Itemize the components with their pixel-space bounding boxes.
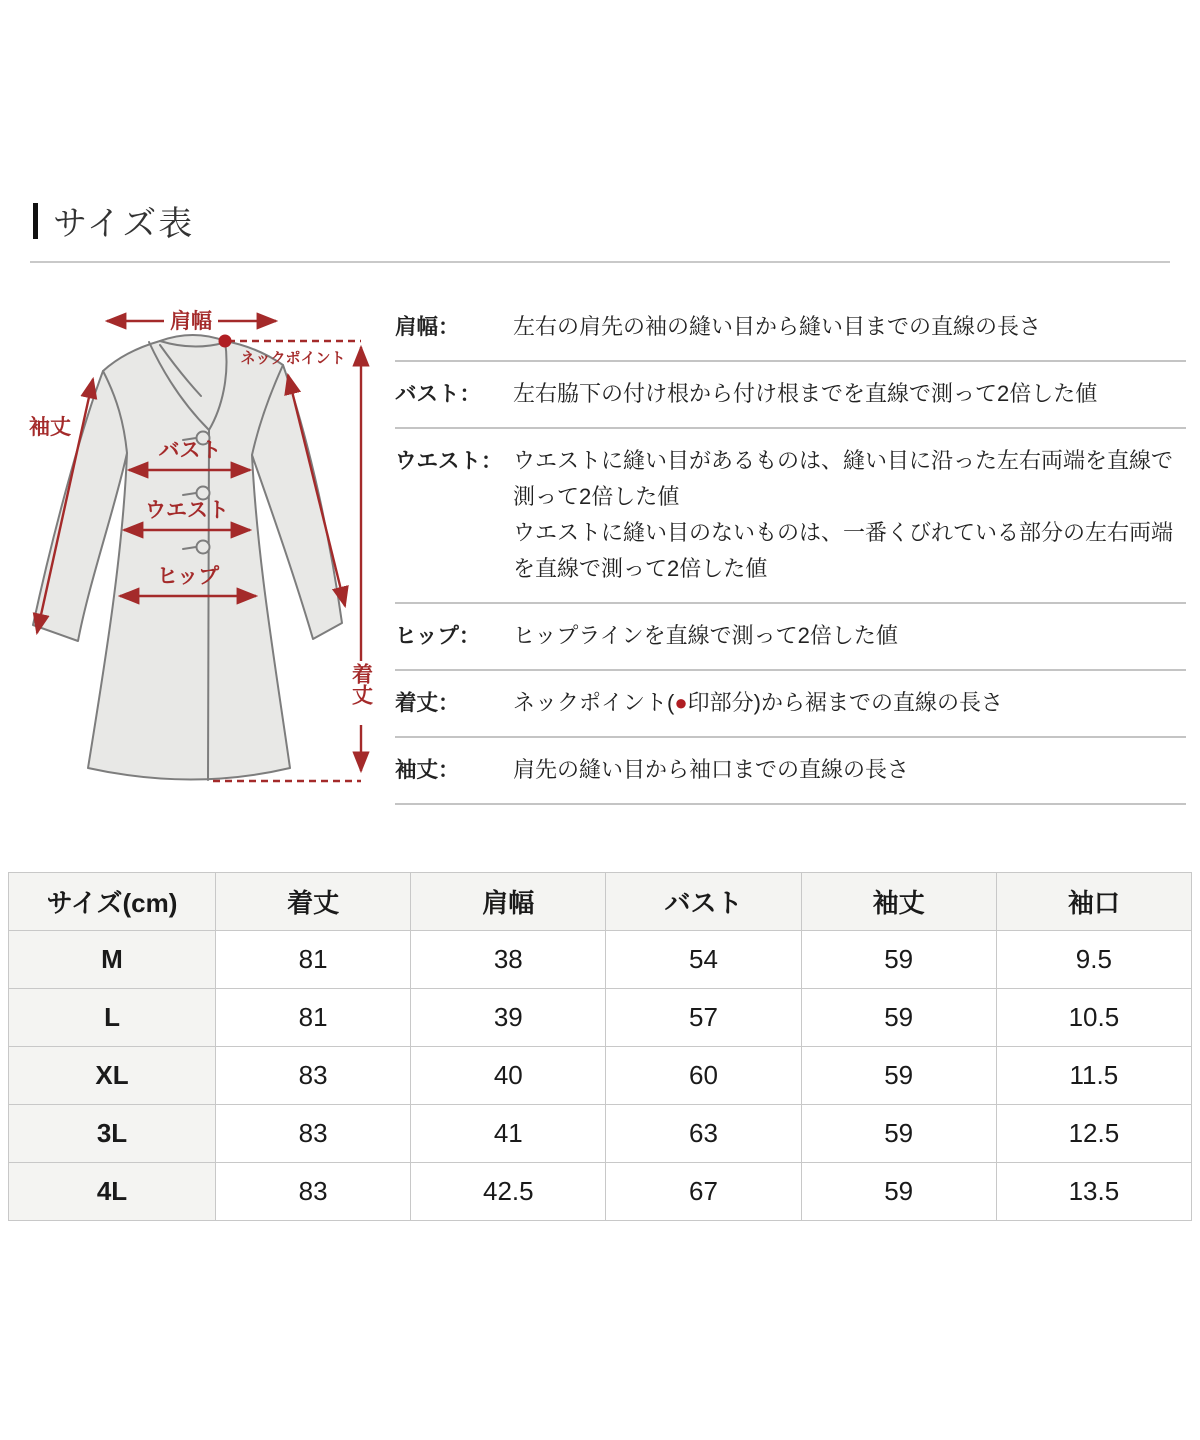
size-table <box>8 872 1192 1221</box>
definition-term: ウエスト： <box>395 449 503 473</box>
column-header-size: サイズ(cm) <box>9 873 216 931</box>
cell-value: 59 <box>801 1105 996 1163</box>
neck-point-label: ネックポイント <box>240 350 346 367</box>
size-table-row-xl <box>9 1047 1192 1105</box>
definition-description <box>513 685 1186 721</box>
cell-value: 40 <box>411 1047 606 1105</box>
length-definition-pre: ネックポイント( <box>513 690 675 715</box>
measurement-definitions <box>395 295 1186 838</box>
cell-value: 67 <box>606 1163 801 1221</box>
definition-row-waist <box>395 429 1186 604</box>
shoulder-width-label: 肩幅 <box>170 310 212 333</box>
definition-term: 着丈： <box>395 691 460 715</box>
column-header-length: 着丈 <box>216 873 411 931</box>
cell-value: 13.5 <box>996 1163 1191 1221</box>
size-table-row-4l <box>9 1163 1192 1221</box>
content-row <box>0 303 1200 838</box>
waist-label: ウエスト <box>145 499 229 522</box>
cell-value: 81 <box>216 931 411 989</box>
cell-value: 60 <box>606 1047 801 1105</box>
center-front-line <box>208 430 209 780</box>
cell-value: 59 <box>801 1047 996 1105</box>
cell-value: 42.5 <box>411 1163 606 1221</box>
column-header-cuff: 袖口 <box>996 873 1191 931</box>
page-title: サイズ表 <box>53 205 195 243</box>
size-table-row-m <box>9 931 1192 989</box>
cell-value: 59 <box>801 931 996 989</box>
size-label: XL <box>9 1047 216 1105</box>
cell-value: 81 <box>216 989 411 1047</box>
definition-term: バスト： <box>395 382 482 406</box>
header-divider <box>30 261 1170 263</box>
cell-value: 83 <box>216 1105 411 1163</box>
size-table-row-l <box>9 989 1192 1047</box>
length-definition-post: 印部分)から裾までの直線の長さ <box>687 690 1003 715</box>
column-header-bust: バスト <box>606 873 801 931</box>
cell-value: 9.5 <box>996 931 1191 989</box>
cell-value: 83 <box>216 1047 411 1105</box>
definition-row-bust <box>395 362 1186 429</box>
section-header <box>33 196 1200 245</box>
waist-definition-line-2: ウエストに縫い目のないものは、一番くびれている部分の左右両端を直線で測って2倍した値 <box>513 520 1174 581</box>
cell-value: 63 <box>606 1105 801 1163</box>
title-accent-bar <box>33 203 38 239</box>
definition-term: 肩幅： <box>395 315 460 339</box>
size-label: M <box>9 931 216 989</box>
coat-measurement-illustration <box>25 303 395 833</box>
definition-description: 左右の肩先の袖の縫い目から縫い目までの直線の長さ <box>513 314 1042 339</box>
cell-value: 59 <box>801 989 996 1047</box>
definition-description <box>513 443 1186 587</box>
size-table-header-row <box>9 873 1192 931</box>
red-dot-mark: ● <box>674 690 688 715</box>
cell-value: 54 <box>606 931 801 989</box>
definition-description: 左右脇下の付け根から付け根までを直線で測って2倍した値 <box>513 381 1098 406</box>
column-header-sleeve: 袖丈 <box>801 873 996 931</box>
cell-value: 41 <box>411 1105 606 1163</box>
size-label: L <box>9 989 216 1047</box>
garment-diagram <box>25 303 395 838</box>
cell-value: 57 <box>606 989 801 1047</box>
size-table-row-3l <box>9 1105 1192 1163</box>
cell-value: 38 <box>411 931 606 989</box>
cell-value: 39 <box>411 989 606 1047</box>
cell-value: 83 <box>216 1163 411 1221</box>
neck-point-dot <box>219 335 232 348</box>
size-label: 3L <box>9 1105 216 1163</box>
definition-row-length <box>395 671 1186 738</box>
waist-definition-line-1: ウエストに縫い目があるものは、縫い目に沿った左右両端を直線で測って2倍した値 <box>513 448 1174 509</box>
definition-term: 袖丈： <box>395 758 460 782</box>
definition-description: ヒップラインを直線で測って2倍した値 <box>513 623 898 648</box>
cell-value: 12.5 <box>996 1105 1191 1163</box>
definition-row-shoulder <box>395 295 1186 362</box>
definition-term: ヒップ： <box>395 624 481 648</box>
cell-value: 59 <box>801 1163 996 1221</box>
column-header-shoulder: 肩幅 <box>411 873 606 931</box>
bust-label: バスト <box>158 439 222 462</box>
sleeve-length-label: 袖丈 <box>29 416 71 439</box>
cell-value: 11.5 <box>996 1047 1191 1105</box>
size-label: 4L <box>9 1163 216 1221</box>
definition-description: 肩先の縫い目から袖口までの直線の長さ <box>513 757 910 782</box>
definition-row-hip <box>395 604 1186 671</box>
cell-value: 10.5 <box>996 989 1191 1047</box>
garment-length-label: 着丈 <box>349 663 373 705</box>
hip-label: ヒップ <box>156 565 220 588</box>
definition-row-sleeve <box>395 738 1186 805</box>
